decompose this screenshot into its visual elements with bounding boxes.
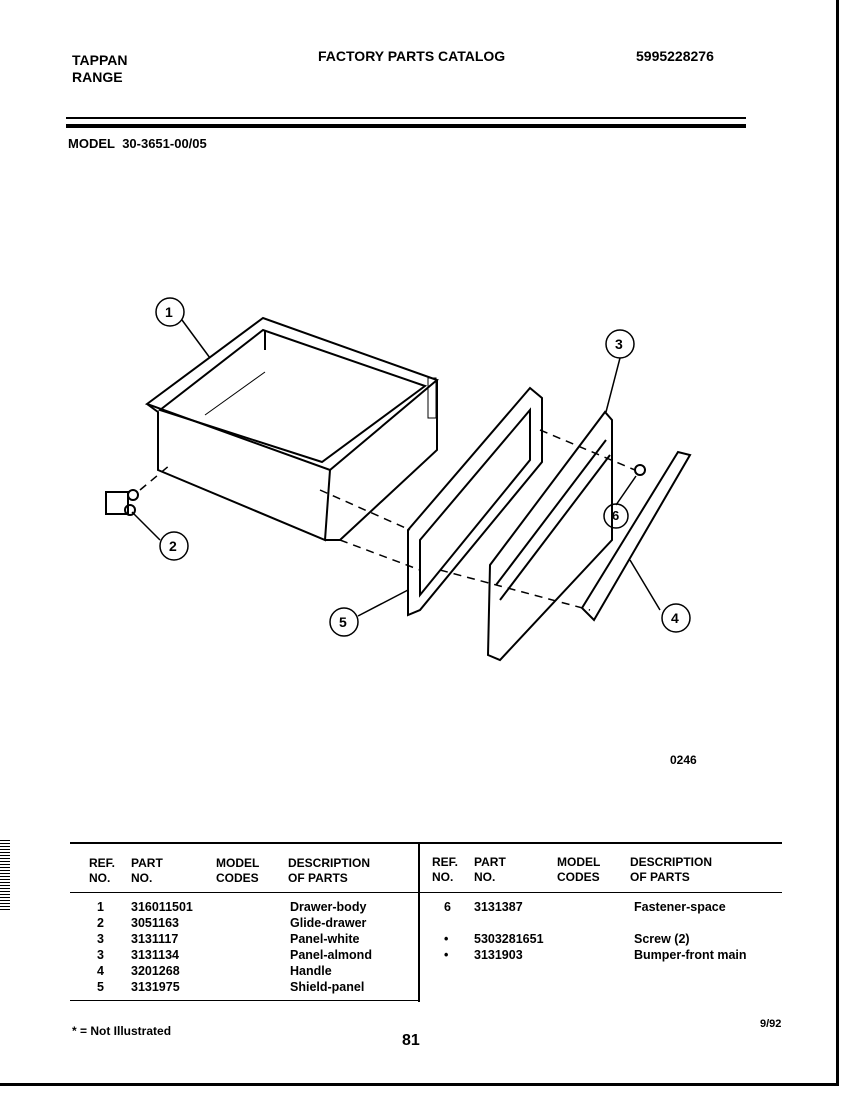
cell-ref: • bbox=[444, 948, 449, 962]
cell-ref: 1 bbox=[97, 900, 104, 914]
header-codes: MODEL CODES bbox=[216, 856, 260, 885]
cell-desc: Bumper-front main bbox=[634, 948, 747, 962]
cell-ref: 2 bbox=[97, 916, 104, 930]
callout-leaders bbox=[132, 298, 690, 636]
model-number: 30-3651-00/05 bbox=[122, 136, 207, 151]
cell-part: 3051163 bbox=[131, 916, 179, 930]
page-number: 81 bbox=[402, 1032, 420, 1049]
not-illustrated-note: * = Not Illustrated bbox=[72, 1024, 172, 1038]
cell-part: 3131975 bbox=[131, 980, 180, 994]
header-ref: REF. NO. bbox=[89, 856, 116, 885]
brand-line-2: RANGE bbox=[72, 69, 123, 85]
cell-desc: Glide-drawer bbox=[290, 916, 367, 930]
model-label: MODEL bbox=[68, 136, 115, 151]
page-frame-bottom bbox=[0, 1083, 839, 1086]
cell-ref: 4 bbox=[97, 964, 104, 978]
cell-part: 5303281651 bbox=[474, 932, 544, 946]
header-codes: MODEL CODES bbox=[557, 855, 601, 884]
cell-desc: Fastener-space bbox=[634, 900, 726, 914]
catalog-number: 5995228276 bbox=[636, 48, 714, 64]
cell-part: 3131903 bbox=[474, 948, 523, 962]
cell-part: 3131117 bbox=[131, 932, 179, 946]
header-desc: DESCRIPTION OF PARTS bbox=[288, 856, 371, 885]
cell-desc: Panel-almond bbox=[290, 948, 372, 962]
revision-date: 9/92 bbox=[760, 1018, 782, 1030]
cell-ref: 6 bbox=[444, 900, 451, 914]
cell-desc: Shield-panel bbox=[290, 980, 365, 994]
cell-part: 3131387 bbox=[474, 900, 523, 914]
table-header-rule bbox=[70, 892, 782, 893]
drawer-body-drawing bbox=[147, 318, 437, 540]
table-top-rule bbox=[70, 842, 782, 844]
header-part: PART NO. bbox=[474, 855, 506, 884]
callout-1: 1 bbox=[165, 304, 173, 320]
glide-drawing bbox=[106, 490, 138, 515]
page-title: FACTORY PARTS CATALOG bbox=[318, 48, 506, 64]
cell-ref: 3 bbox=[97, 948, 104, 962]
cell-part: 3131134 bbox=[131, 948, 179, 962]
brand-line-1: TAPPAN bbox=[72, 52, 128, 68]
cell-desc: Panel-white bbox=[290, 932, 360, 946]
cell-ref: 3 bbox=[97, 932, 104, 946]
cell-desc: Handle bbox=[290, 964, 332, 978]
cell-desc: Screw (2) bbox=[634, 932, 690, 946]
table-bottom-rule bbox=[70, 1000, 420, 1001]
diagram-code: 0246 bbox=[670, 753, 697, 767]
cell-part: 316011501 bbox=[131, 900, 193, 914]
callout-5: 5 bbox=[339, 614, 347, 630]
fastener-drawing bbox=[635, 465, 645, 475]
cell-part: 3201268 bbox=[131, 964, 180, 978]
table-divider bbox=[418, 842, 420, 1002]
header-ref: REF. NO. bbox=[432, 855, 459, 884]
scan-artifact bbox=[0, 840, 10, 910]
front-panel-drawing bbox=[488, 412, 612, 660]
cell-ref: 5 bbox=[97, 980, 104, 994]
header-desc: DESCRIPTION OF PARTS bbox=[630, 855, 713, 884]
cell-desc: Drawer-body bbox=[290, 900, 367, 914]
header-part: PART NO. bbox=[131, 856, 163, 885]
page-frame-right bbox=[836, 0, 839, 1086]
callout-3: 3 bbox=[615, 336, 623, 352]
callout-2: 2 bbox=[169, 538, 177, 554]
callout-6: 6 bbox=[612, 508, 620, 523]
callout-4: 4 bbox=[671, 610, 679, 626]
cell-ref: • bbox=[444, 932, 449, 946]
shield-panel-drawing bbox=[408, 388, 542, 615]
